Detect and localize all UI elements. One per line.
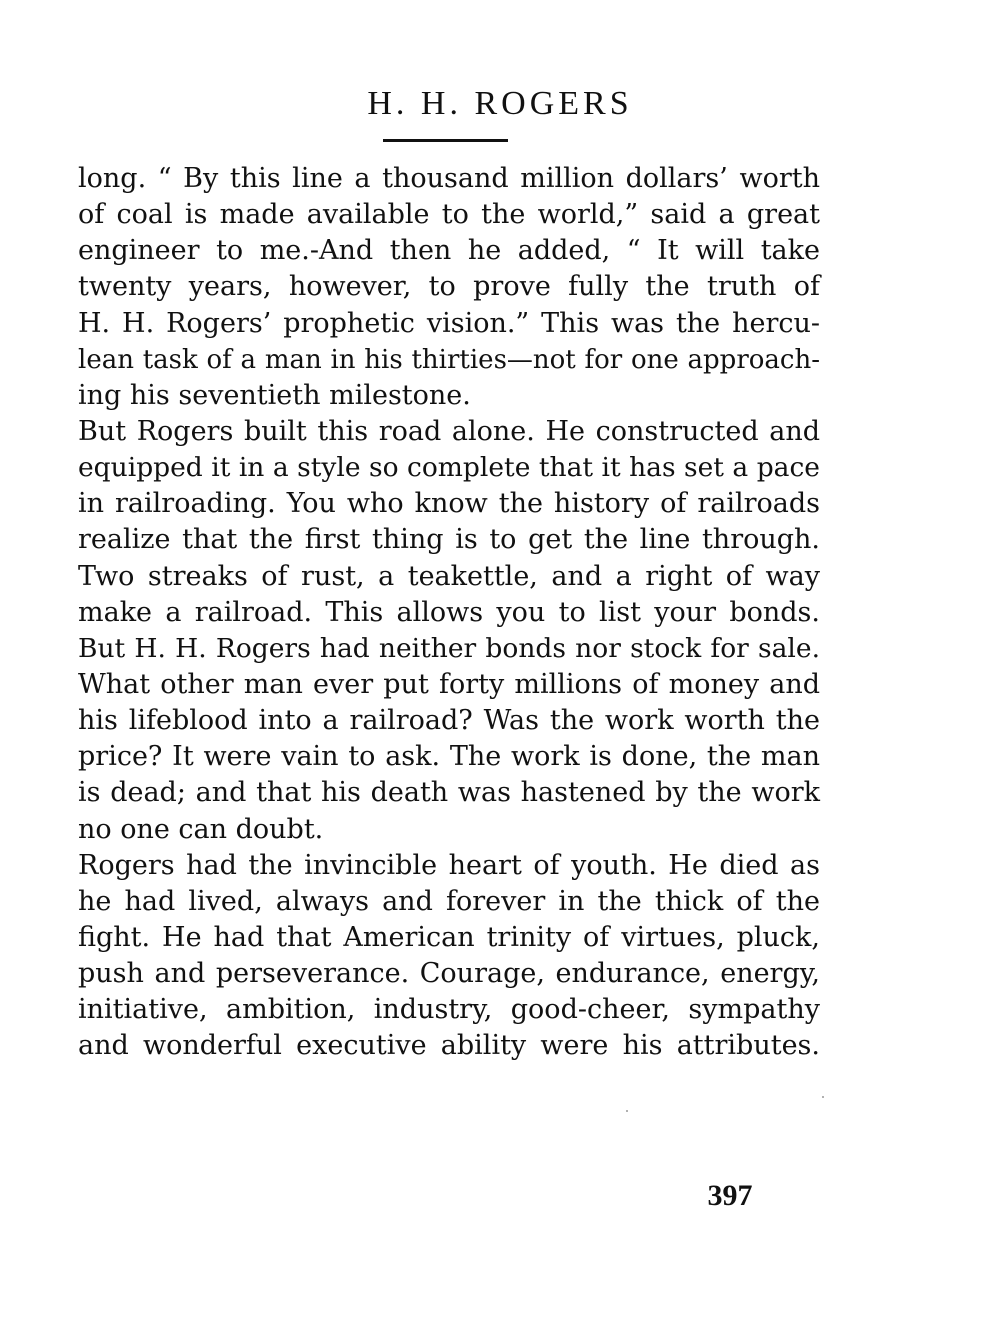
text-line: engineer to me.-And then he added, “ It will take bbox=[78, 235, 820, 267]
text-line: push and perseverance. Courage, endurance, energy, bbox=[78, 958, 820, 990]
text-line: But Rogers built this road alone. He constructed and bbox=[78, 415, 820, 447]
text-line: H. H. Rogers’ prophetic vision.” This was the hercu- bbox=[78, 307, 820, 339]
text-line: What other man ever put forty millions of money and bbox=[78, 668, 820, 700]
body-text bbox=[78, 161, 820, 1065]
text-line: and wonderful executive ability were his attributes. bbox=[78, 1030, 820, 1062]
text-line: initiative, ambition, industry, good-cheer, sympathy bbox=[78, 994, 820, 1026]
text-line: price? It were vain to ask. The work is done, the man bbox=[78, 741, 820, 773]
text-line: no one can doubt. bbox=[78, 813, 324, 845]
header-rule bbox=[383, 139, 508, 142]
text-line: fight. He had that American trinity of virtues, pluck, bbox=[78, 921, 820, 953]
text-line: make a railroad. This allows you to list your bonds. bbox=[78, 596, 820, 628]
text-line: Rogers had the invincible heart of youth. He died as bbox=[78, 849, 820, 881]
text-line: he had lived, always and forever in the thick of the bbox=[78, 885, 820, 917]
text-line: in railroading. You who know the history of railroads bbox=[78, 488, 820, 520]
text-line: Two streaks of rust, a teakettle, and a right of way bbox=[78, 560, 820, 592]
text-line: realize that the first thing is to get the line through. bbox=[78, 524, 820, 556]
text-line: long. “ By this line a thousand million dollars’ worth bbox=[78, 163, 820, 194]
page-number: 397 bbox=[707, 1179, 753, 1212]
running-head: H. H. ROGERS bbox=[367, 85, 633, 122]
text-line: ing his seventieth milestone. bbox=[78, 379, 471, 411]
text-line: But H. H. Rogers had neither bonds nor stock for sale. bbox=[78, 632, 820, 664]
text-line: lean task of a man in his thirties—not for one approach- bbox=[78, 344, 820, 375]
text-line: is dead; and that his death was hastened by the work bbox=[78, 777, 820, 809]
scan-speck bbox=[822, 1096, 824, 1098]
text-line: equipped it in a style so complete that it has set a pace bbox=[78, 452, 820, 484]
scan-speck bbox=[626, 1110, 628, 1112]
text-line: twenty years, however, to prove fully the truth of bbox=[78, 271, 820, 303]
text-line: of coal is made available to the world,” said a great bbox=[78, 199, 820, 231]
text-line: his lifeblood into a railroad? Was the work worth the bbox=[78, 705, 820, 737]
